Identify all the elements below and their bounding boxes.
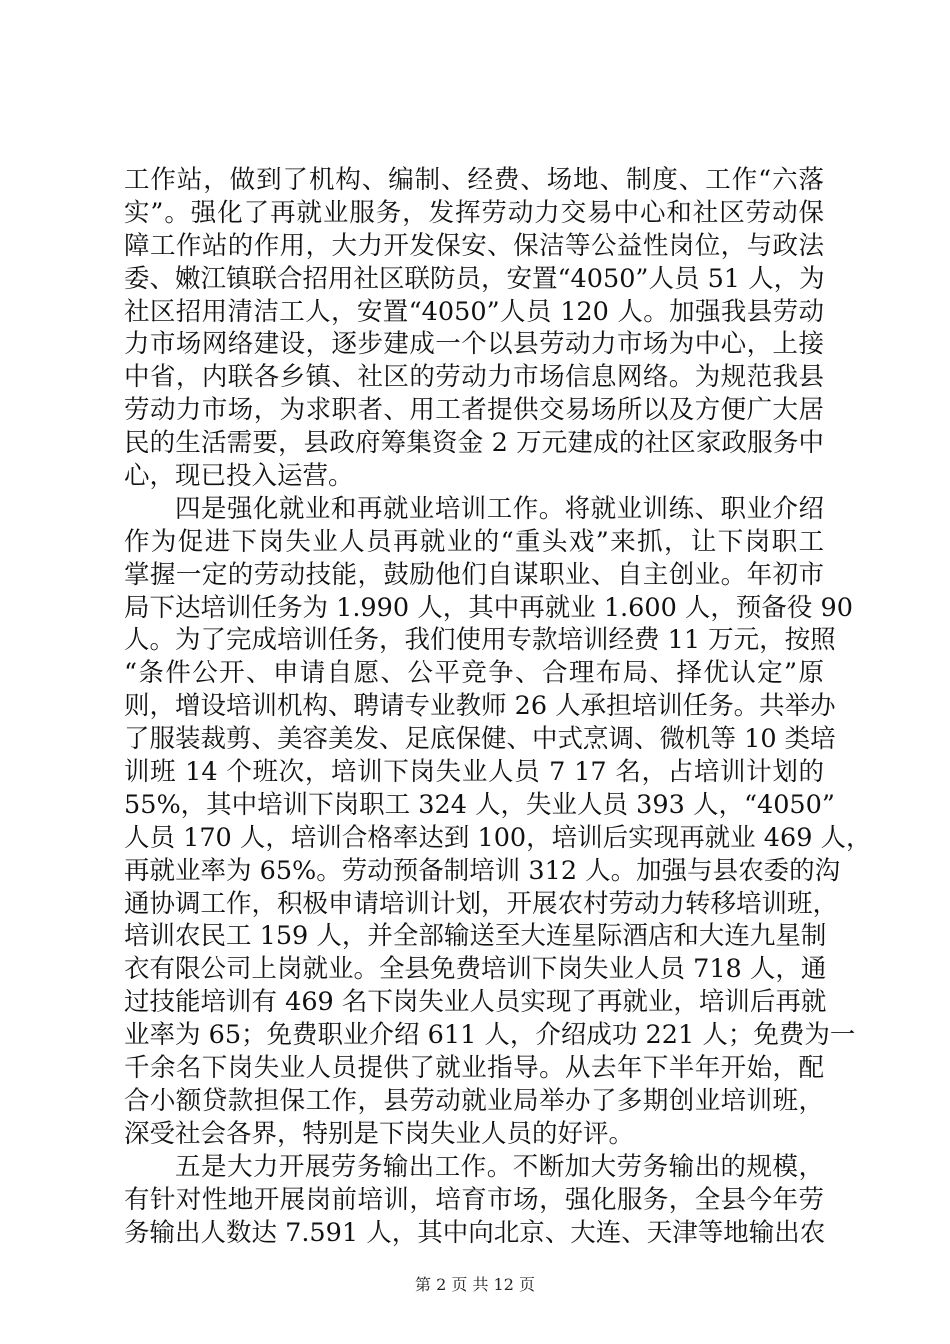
document-body [124,164,872,1249]
text-line: 训班 14 个班次，培训下岗失业人员 7 17 名，占培训计划的 [124,757,824,788]
text-line: 工作站，做到了机构、编制、经费、场地、制度、工作“六落 [124,165,824,195]
text-line: “条件公开、申请自愿、公平竞争、合理布局、择优认定”原 [124,658,824,689]
paragraph-first-line: 四是强化就业和再就业培训工作。将就业训练、职业介绍 [175,493,824,524]
text-line: 业率为 65；免费职业介绍 611 人，介绍成功 221 人；免费为一 [124,1020,856,1051]
text-line: 55%，其中培训下岗职工 324 人，失业人员 393 人，“4050” [124,789,835,820]
text-line: 务输出人数达 7.591 人，其中向北京、大连、天津等地输出农 [124,1217,826,1248]
text-line: 实”。强化了再就业服务，发挥劳动力交易中心和社区劳动保 [124,197,824,228]
page-footer [0,1272,950,1295]
text-line: 再就业率为 65%。劳动预备制培训 312 人。加强与县农委的沟 [124,855,841,886]
text-line: 则，增设培训机构、聘请专业教师 26 人承担培训任务。共举办 [124,691,836,722]
text-line: 掌握一定的劳动技能，鼓励他们自谋职业、自主创业。年初市 [124,559,824,590]
text-line: 合小额贷款担保工作，县劳动就业局举办了多期创业培训班， [124,1085,824,1116]
paragraph-first-line: 五是大力开展劳务输出工作。不断加大劳务输出的规模， [175,1151,824,1182]
page-indicator: 第 2 页 共 12 页 [415,1275,535,1294]
text-line: 千余名下岗失业人员提供了就业指导。从去年下半年开始，配 [124,1053,824,1084]
text-line: 衣有限公司上岗就业。全县免费培训下岗失业人员 718 人，通 [124,954,827,985]
text-line: 力市场网络建设，逐步建成一个以县劳动力市场为中心，上接 [124,329,824,360]
text-line: 障工作站的作用，大力开发保安、保洁等公益性岗位，与政法 [124,230,824,261]
text-line: 过技能培训有 469 名下岗失业人员实现了再就业，培训后再就 [124,987,827,1018]
text-line: 局下达培训任务为 1.990 人，其中再就业 1.600 人，预备役 90 [124,592,853,623]
text-line: 心，现已投入运营。 [124,461,354,492]
text-line: 培训农民工 159 人，并全部输送至大连星际酒店和大连九星制 [124,921,827,952]
text-line: 民的生活需要，县政府筹集资金 2 万元建成的社区家政服务中 [124,428,824,459]
text-line: 人。为了完成培训任务，我们使用专款培训经费 11 万元，按照 [124,625,836,656]
text-line: 劳动力市场，为求职者、用工者提供交易场所以及方便广大居 [124,395,824,426]
text-line: 人员 170 人，培训合格率达到 100，培训后实现再就业 469 人， [124,822,872,853]
text-line: 了服装裁剪、美容美发、足底保健、中式烹调、微机等 10 类培 [124,724,836,755]
text-line: 通协调工作，积极申请培训计划，开展农村劳动力转移培训班， [124,888,839,919]
text-line: 社区招用清洁工人，安置“4050”人员 120 人。加强我县劳动 [124,296,824,327]
text-line: 委、嫩江镇联合招用社区联防员，安置“4050”人员 51 人，为 [124,263,825,294]
text-line: 作为促进下岗失业人员再就业的“重头戏”来抓，让下岗职工 [124,526,824,557]
text-line: 中省，内联各乡镇、社区的劳动力市场信息网络。为规范我县 [124,362,824,393]
text-line: 深受社会各界，特别是下岗失业人员的好评。 [124,1118,635,1149]
text-line: 有针对性地开展岗前培训，培育市场，强化服务，全县今年劳 [124,1184,824,1215]
